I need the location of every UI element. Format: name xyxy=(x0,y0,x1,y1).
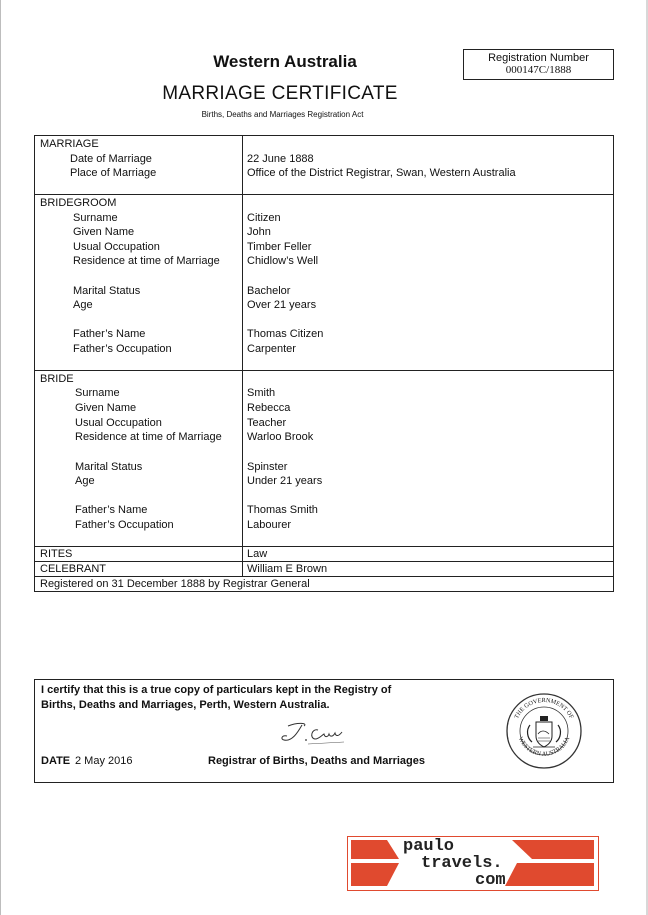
divider-rites xyxy=(35,561,613,562)
marriage-date-label: Date of Marriage xyxy=(70,153,152,165)
rites-label: RITES xyxy=(40,548,73,560)
certification-date-value: 2 May 2016 xyxy=(75,755,133,767)
bridegroom-surname-label: Surname xyxy=(73,212,118,224)
bridegroom-given-value: John xyxy=(247,226,271,238)
registrar-title: Registrar of Births, Deaths and Marriages xyxy=(208,755,426,767)
column-divider xyxy=(242,136,243,576)
bridegroom-residence-value: Chidlow’s Well xyxy=(247,255,319,267)
certification-box xyxy=(34,679,614,783)
bride-given-label: Given Name xyxy=(75,402,137,414)
paulotravels-logo xyxy=(347,836,599,891)
marriage-section-label: MARRIAGE xyxy=(40,138,99,150)
bridegroom-status-value: Bachelor xyxy=(247,285,291,297)
state-heading: Western Australia xyxy=(213,52,357,71)
bridegroom-section-label: BRIDEGROOM xyxy=(40,197,117,209)
bride-father-value: Thomas Smith xyxy=(247,504,318,516)
logo-line-3: com xyxy=(475,871,506,890)
registered-note: Registered on 31 December 1888 by Registrar General xyxy=(40,578,310,590)
divider-bride xyxy=(35,546,613,547)
bridegroom-residence-label: Residence at time of Marriage xyxy=(73,255,220,267)
bride-age-value: Under 21 years xyxy=(247,475,323,487)
bridegroom-age-value: Over 21 years xyxy=(247,299,317,311)
marriage-place-label: Place of Marriage xyxy=(70,167,157,179)
bride-residence-label: Residence at time of Marriage xyxy=(75,431,222,443)
bridegroom-given-label: Given Name xyxy=(73,226,135,238)
bridegroom-father-label: Father’s Name xyxy=(73,328,146,340)
bride-occupation-value: Teacher xyxy=(247,417,287,429)
bridegroom-age-label: Age xyxy=(73,299,93,311)
bride-father-occupation-label: Father’s Occupation xyxy=(75,519,174,531)
registration-label: Registration Number xyxy=(488,52,589,64)
certification-line-2: Births, Deaths and Marriages, Perth, Western Australia. xyxy=(41,698,330,711)
bride-father-label: Father’s Name xyxy=(75,504,148,516)
bride-given-value: Rebecca xyxy=(247,402,291,414)
bride-surname-value: Smith xyxy=(247,387,276,399)
svg-text:WESTERN AUSTRALIA: WESTERN AUSTRALIA xyxy=(516,735,572,758)
logo-line-2: travels. xyxy=(421,854,503,873)
certification-date-label: DATE xyxy=(41,755,71,767)
page-edge-left xyxy=(0,0,1,915)
certification-statement xyxy=(41,683,401,712)
divider-celebrant xyxy=(35,576,613,577)
divider-marriage xyxy=(35,194,613,195)
bride-residence-value: Warloo Brook xyxy=(247,431,314,443)
bride-surname-label: Surname xyxy=(75,387,120,399)
marriage-date-value: 22 June 1888 xyxy=(247,153,314,165)
bridegroom-father-occupation-label: Father’s Occupation xyxy=(73,343,172,355)
certificate-title: MARRIAGE CERTIFICATE xyxy=(162,83,398,104)
marriage-place-value: Office of the District Registrar, Swan, Western Australia xyxy=(247,167,516,179)
svg-text:THE GOVERNMENT OF: THE GOVERNMENT OF xyxy=(513,696,575,720)
bride-section-label: BRIDE xyxy=(40,373,74,385)
bride-father-occupation-value: Labourer xyxy=(247,519,292,531)
bride-status-value: Spinster xyxy=(247,461,288,473)
registration-number: 000147C/1888 xyxy=(505,64,572,76)
bride-status-label: Marital Status xyxy=(75,461,143,473)
registration-box xyxy=(463,49,614,80)
celebrant-value: William E Brown xyxy=(247,563,328,575)
bridegroom-occupation-label: Usual Occupation xyxy=(73,241,160,253)
bridegroom-occupation-value: Timber Feller xyxy=(247,241,312,253)
celebrant-label: CELEBRANT xyxy=(40,563,107,575)
bridegroom-surname-value: Citizen xyxy=(247,212,281,224)
registrar-signature xyxy=(278,720,348,748)
logo-stripe-shape xyxy=(505,863,594,886)
rites-value: Law xyxy=(247,548,268,560)
bridegroom-father-occupation-value: Carpenter xyxy=(247,343,296,355)
bride-occupation-label: Usual Occupation xyxy=(75,417,162,429)
logo-line-1: paulo xyxy=(403,837,455,856)
bride-age-label: Age xyxy=(75,475,95,487)
bridegroom-status-label: Marital Status xyxy=(73,285,141,297)
bridegroom-father-value: Thomas Citizen xyxy=(247,328,324,340)
certification-line-1: I certify that this is a true copy of particulars kept in the Registry of xyxy=(41,684,392,696)
divider-bridegroom xyxy=(35,370,613,371)
details-table xyxy=(34,135,614,592)
act-subtitle: Births, Deaths and Marriages Registration Act xyxy=(201,110,364,119)
government-seal xyxy=(505,692,583,770)
